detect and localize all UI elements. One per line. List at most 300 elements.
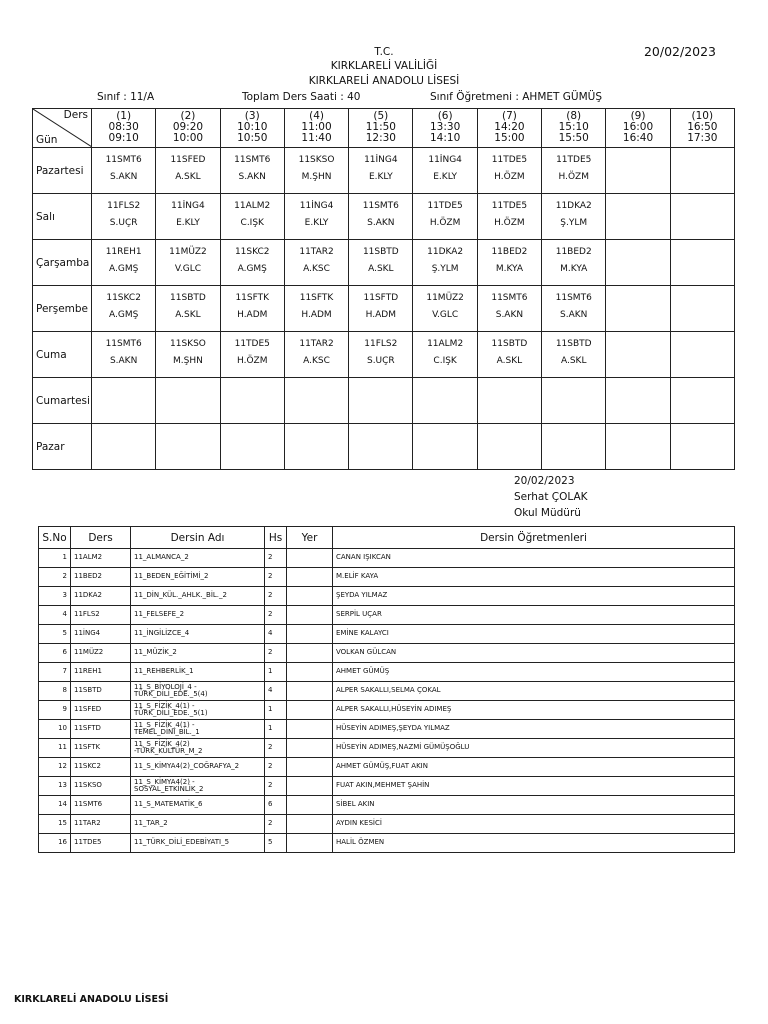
schedule-cell	[156, 148, 220, 194]
row-number: 3	[39, 587, 71, 606]
course-code: 11İNG4	[71, 625, 131, 644]
schedule-cell	[606, 240, 670, 286]
schedule-cell	[349, 332, 413, 378]
schedule-day-row	[33, 194, 735, 240]
schedule-corner-cell	[33, 109, 92, 148]
schedule-cell	[477, 194, 541, 240]
lesson-code: 11SKC2	[106, 293, 141, 303]
period-end: 14:10	[430, 132, 461, 144]
corner-gun-label: Gün	[36, 134, 58, 146]
course-code: 11SMT6	[71, 796, 131, 815]
location	[287, 720, 333, 739]
course-code: 11ALM2	[71, 549, 131, 568]
signature-title: Okul Müdürü	[514, 507, 581, 519]
class-teacher: Sınıf Öğretmeni : AHMET GÜMÜŞ	[430, 91, 603, 103]
schedule-cell	[220, 194, 284, 240]
hours: 2	[265, 606, 287, 625]
lesson-code: 11BED2	[555, 247, 592, 257]
schedule-cell	[92, 286, 156, 332]
schedule-cell	[606, 148, 670, 194]
period-num: (7)	[501, 110, 517, 122]
hours: 4	[265, 682, 287, 701]
lesson-code: 11ALM2	[427, 339, 464, 349]
hours: 1	[265, 720, 287, 739]
schedule-cell	[542, 286, 606, 332]
teacher-code: E.KLY	[304, 218, 329, 228]
schedule-cell	[349, 286, 413, 332]
teacher-code: M.KYA	[495, 264, 524, 274]
schedule-day-row	[33, 378, 735, 424]
hours: 2	[265, 587, 287, 606]
row-number: 10	[39, 720, 71, 739]
location	[287, 644, 333, 663]
schedule-cell	[349, 148, 413, 194]
schedule-cell	[92, 378, 156, 424]
period-header	[542, 109, 606, 148]
hours: 2	[265, 568, 287, 587]
schedule-cell	[220, 148, 284, 194]
teacher-code: E.KLY	[368, 172, 393, 182]
course-list-body	[39, 549, 735, 853]
teacher-code: A.KSC	[303, 356, 330, 366]
course-name: 11_TAR_2	[131, 815, 265, 834]
table-row	[39, 701, 735, 720]
table-row	[39, 663, 735, 682]
schedule-cell	[156, 332, 220, 378]
teacher-code: S.AKN	[238, 172, 266, 182]
course-list-header: Hs	[265, 527, 287, 549]
header-school: KIRKLARELİ ANADOLU LİSESİ	[308, 75, 460, 87]
lesson-code: 11DKA2	[427, 247, 464, 257]
schedule-cell	[477, 148, 541, 194]
course-name: 11_S_FİZİK_4(2) -TÜRK_KÜLTÜR_M_2	[131, 739, 265, 758]
schedule-header-row	[33, 109, 735, 148]
lesson-code: 11FLS2	[364, 339, 398, 349]
lesson-code: 11SKC2	[234, 247, 270, 257]
teacher-code: Ş.YLM	[560, 218, 588, 228]
schedule-cell	[92, 194, 156, 240]
schedule-cell	[413, 424, 477, 470]
teacher-code: H.ÖZM	[494, 218, 525, 228]
schedule-cell	[349, 424, 413, 470]
teacher-code: Ş.YLM	[431, 264, 459, 274]
teacher-code: S.AKN	[109, 172, 138, 182]
schedule-cell	[670, 378, 734, 424]
schedule-cell	[156, 378, 220, 424]
row-number: 14	[39, 796, 71, 815]
table-row	[39, 644, 735, 663]
day-name: Cumartesi	[33, 378, 92, 424]
row-number: 12	[39, 758, 71, 777]
location	[287, 834, 333, 853]
course-teachers: AHMET GÜMÜŞ,FUAT AKIN	[333, 758, 735, 777]
course-name: 11_S_FİZİK_4(1) - TEMEL_DİNİ_BİL._1	[131, 720, 265, 739]
course-code: 11SFED	[71, 701, 131, 720]
table-row	[39, 777, 735, 796]
period-num: (1)	[116, 110, 132, 122]
period-header	[156, 109, 220, 148]
total-hours: Toplam Ders Saati : 40	[242, 91, 361, 103]
lesson-code: 11SBTD	[362, 247, 399, 257]
period-start: 10:10	[237, 121, 268, 133]
period-start: 15:10	[558, 121, 589, 133]
teacher-code: A.GMŞ	[108, 310, 139, 320]
table-row	[39, 720, 735, 739]
teacher-code: V.GLC	[174, 264, 202, 274]
course-name: 11_ALMANCA_2	[131, 549, 265, 568]
schedule-cell	[284, 378, 348, 424]
course-teachers: AHMET GÜMÜŞ	[333, 663, 735, 682]
schedule-cell	[220, 240, 284, 286]
course-list-header: Dersin Öğretmenleri	[333, 527, 735, 549]
day-name: Cuma	[33, 332, 92, 378]
course-code: 11BED2	[71, 568, 131, 587]
location	[287, 606, 333, 625]
course-teachers: EMİNE KALAYCI	[333, 625, 735, 644]
lesson-code: 11İNG4	[299, 201, 334, 211]
teacher-code: A.SKL	[496, 356, 523, 366]
lesson-code: 11TDE5	[234, 339, 270, 349]
lesson-code: 11SMT6	[362, 201, 399, 211]
table-row	[39, 815, 735, 834]
course-code: 11SFTK	[71, 739, 131, 758]
lesson-code: 11SMT6	[555, 293, 592, 303]
schedule-day-row	[33, 240, 735, 286]
schedule-cell	[92, 332, 156, 378]
row-number: 11	[39, 739, 71, 758]
table-row	[39, 758, 735, 777]
course-code: 11SKSO	[71, 777, 131, 796]
schedule-day-row	[33, 286, 735, 332]
period-start: 16:00	[622, 121, 654, 133]
schedule-cell	[542, 194, 606, 240]
table-row	[39, 834, 735, 853]
schedule-cell	[92, 424, 156, 470]
teacher-code: E.KLY	[433, 172, 458, 182]
teacher-code: A.SKL	[560, 356, 587, 366]
row-number: 9	[39, 701, 71, 720]
lesson-code: 11SKSO	[298, 155, 335, 165]
schedule-cell	[606, 378, 670, 424]
teacher-code: V.GLC	[432, 310, 459, 320]
header-date: 20/02/2023	[643, 44, 716, 59]
course-code: 11DKA2	[71, 587, 131, 606]
period-header	[284, 109, 348, 148]
signature-date: 20/02/2023	[514, 475, 575, 487]
schedule-cell	[284, 240, 348, 286]
period-end: 16:40	[622, 132, 654, 144]
lesson-code: 11TDE5	[491, 155, 528, 165]
teacher-code: M.ŞHN	[301, 172, 332, 182]
course-list-header: S.No	[39, 527, 71, 549]
period-end: 10:50	[237, 132, 268, 144]
lesson-code: 11SMT6	[105, 339, 142, 349]
course-name: 11_MÜZİK_2	[131, 644, 265, 663]
course-name: 11_FELSEFE_2	[131, 606, 265, 625]
location	[287, 701, 333, 720]
period-header	[413, 109, 477, 148]
lesson-code: 11SFTD	[363, 293, 399, 303]
table-row	[39, 625, 735, 644]
schedule-cell	[542, 378, 606, 424]
corner-ders-label: Ders	[63, 109, 88, 121]
teacher-code: H.ÖZM	[236, 356, 268, 366]
schedule-cell	[606, 194, 670, 240]
teacher-code: A.GMŞ	[237, 264, 267, 274]
lesson-code: 11SMT6	[234, 155, 271, 165]
schedule-body	[33, 148, 735, 470]
schedule-cell	[670, 286, 734, 332]
period-end: 10:00	[172, 132, 204, 144]
teacher-code: S.AKN	[560, 310, 588, 320]
course-code: 11SBTD	[71, 682, 131, 701]
course-teachers: AYDIN KESİCİ	[333, 815, 735, 834]
period-header	[606, 109, 670, 148]
course-teachers: VOLKAN GÜLCAN	[333, 644, 735, 663]
course-name: 11_İNGİLİZCE_4	[131, 625, 265, 644]
schedule-cell	[156, 286, 220, 332]
schedule-cell	[542, 148, 606, 194]
location	[287, 549, 333, 568]
table-row	[39, 587, 735, 606]
lesson-code: 11DKA2	[555, 201, 592, 211]
course-name: 11_BEDEN_EĞİTİMİ_2	[131, 568, 265, 587]
schedule-cell	[670, 194, 734, 240]
schedule-cell	[477, 378, 541, 424]
schedule-cell	[220, 378, 284, 424]
period-num: (2)	[180, 110, 196, 122]
lesson-code: 11TDE5	[556, 155, 592, 165]
period-num: (8)	[566, 110, 582, 122]
lesson-code: 11MÜZ2	[169, 247, 207, 257]
schedule-cell	[606, 332, 670, 378]
schedule-cell	[92, 240, 156, 286]
teacher-code: H.ADM	[237, 310, 268, 320]
schedule-cell	[284, 286, 348, 332]
period-header	[92, 109, 156, 148]
period-start: 11:00	[301, 121, 332, 133]
lesson-code: 11FLS2	[107, 201, 141, 211]
lesson-code: 11SFTK	[299, 293, 334, 303]
hours: 2	[265, 644, 287, 663]
location	[287, 796, 333, 815]
teacher-code: A.SKL	[175, 310, 201, 320]
teacher-code: H.ADM	[301, 310, 332, 320]
lesson-code: 11SFED	[170, 155, 206, 165]
schedule-cell	[220, 424, 284, 470]
teacher-code: E.KLY	[176, 218, 200, 228]
header-tc: T.C.	[374, 46, 394, 58]
lesson-code: 11SMT6	[491, 293, 528, 303]
course-code: 11TAR2	[71, 815, 131, 834]
lesson-code: 11SBTD	[491, 339, 528, 349]
day-name: Perşembe	[33, 286, 92, 332]
teacher-code: A.GMŞ	[108, 264, 139, 274]
schedule-cell	[670, 240, 734, 286]
row-number: 1	[39, 549, 71, 568]
course-name: 11_S_BİYOLOJİ_4 - TÜRK_DİLİ_EDE._5(4)	[131, 682, 265, 701]
period-num: (4)	[309, 110, 324, 122]
period-end: 12:30	[365, 132, 396, 144]
course-name: 11_S_KİMYA4(2) - SOSYAL_ETKİNLİK_2	[131, 777, 265, 796]
course-name: 11_S_MATEMATİK_6	[131, 796, 265, 815]
schedule-day-row	[33, 424, 735, 470]
hours: 1	[265, 701, 287, 720]
period-num: (5)	[373, 110, 389, 122]
lesson-code: 11İNG4	[171, 201, 205, 211]
schedule-cell	[477, 240, 541, 286]
course-teachers: ŞEYDA YILMAZ	[333, 587, 735, 606]
schedule-cell	[413, 286, 477, 332]
schedule-cell	[220, 286, 284, 332]
course-code: 11REH1	[71, 663, 131, 682]
period-header	[477, 109, 541, 148]
class-info: Sınıf : 11/A	[97, 91, 155, 103]
lesson-code: 11SMT6	[105, 155, 142, 165]
period-num: (3)	[244, 110, 260, 122]
period-num: (6)	[437, 110, 453, 122]
course-teachers: SERPİL UÇAR	[333, 606, 735, 625]
day-name: Pazar	[33, 424, 92, 470]
teacher-code: H.ÖZM	[558, 172, 589, 182]
course-name: 11_S_KİMYA4(2)_COĞRAFYA_2	[131, 758, 265, 777]
schedule-cell	[156, 424, 220, 470]
course-teachers: HÜSEYİN ADIMEŞ,ŞEYDA YILMAZ	[333, 720, 735, 739]
schedule-cell	[670, 332, 734, 378]
period-num: (9)	[630, 110, 646, 122]
course-code: 11SFTD	[71, 720, 131, 739]
course-teachers: ALPER SAKALLI,HÜSEYİN ADIMEŞ	[333, 701, 735, 720]
lesson-code: 11TAR2	[299, 247, 334, 257]
period-header	[349, 109, 413, 148]
table-row	[39, 796, 735, 815]
row-number: 16	[39, 834, 71, 853]
schedule-cell	[542, 332, 606, 378]
lesson-code: 11ALM2	[234, 201, 271, 211]
lesson-code: 11SFTK	[235, 293, 270, 303]
schedule-cell	[670, 424, 734, 470]
schedule-cell	[284, 194, 348, 240]
schedule-cell	[349, 240, 413, 286]
schedule-cell	[349, 194, 413, 240]
lesson-code: 11SBTD	[170, 293, 206, 303]
schedule-day-row	[33, 332, 735, 378]
schedule-cell	[284, 332, 348, 378]
course-name: 11_REHBERLİK_1	[131, 663, 265, 682]
location	[287, 663, 333, 682]
course-code: 11MÜZ2	[71, 644, 131, 663]
row-number: 2	[39, 568, 71, 587]
location	[287, 777, 333, 796]
course-teachers: M.ELİF KAYA	[333, 568, 735, 587]
day-name: Salı	[33, 194, 92, 240]
course-list-header: Ders	[71, 527, 131, 549]
course-teachers: HÜSEYİN ADIMEŞ,NAZMİ GÜMÜŞOĞLU	[333, 739, 735, 758]
schedule-cell	[284, 148, 348, 194]
hours: 6	[265, 796, 287, 815]
period-header	[220, 109, 284, 148]
lesson-code: 11TDE5	[427, 201, 463, 211]
schedule-cell	[477, 332, 541, 378]
teacher-code: S.AKN	[367, 218, 395, 228]
period-start: 14:20	[494, 121, 525, 133]
lesson-code: 11MÜZ2	[426, 293, 464, 303]
period-start: 09:20	[172, 121, 204, 133]
schedule-cell	[606, 286, 670, 332]
schedule-cell	[92, 148, 156, 194]
row-number: 6	[39, 644, 71, 663]
location	[287, 758, 333, 777]
schedule-cell	[542, 240, 606, 286]
lesson-code: 11İNG4	[364, 155, 398, 165]
table-row	[39, 549, 735, 568]
location	[287, 682, 333, 701]
course-teachers: FUAT AKIN,MEHMET ŞAHİN	[333, 777, 735, 796]
teacher-code: H.ÖZM	[494, 172, 525, 182]
course-teachers: ALPER SAKALLI,SELMA ÇOKAL	[333, 682, 735, 701]
row-number: 5	[39, 625, 71, 644]
course-teachers: HALİL ÖZMEN	[333, 834, 735, 853]
hours: 5	[265, 834, 287, 853]
location	[287, 568, 333, 587]
teacher-code: S.AKN	[495, 310, 524, 320]
course-name: 11_TÜRK_DİLİ_EDEBİYATI_5	[131, 834, 265, 853]
lesson-code: 11BED2	[491, 247, 528, 257]
teacher-code: M.KYA	[560, 264, 588, 274]
course-list-table	[38, 526, 735, 853]
teacher-code: C.IŞK	[240, 218, 264, 228]
hours: 4	[265, 625, 287, 644]
schedule-cell	[156, 240, 220, 286]
period-header	[670, 109, 734, 148]
table-row	[39, 739, 735, 758]
period-end: 17:30	[687, 132, 718, 144]
schedule-cell	[670, 148, 734, 194]
teacher-code: S.AKN	[109, 356, 138, 366]
lesson-code: 11İNG4	[428, 155, 462, 165]
hours: 2	[265, 815, 287, 834]
row-number: 13	[39, 777, 71, 796]
schedule-cell	[477, 286, 541, 332]
schedule-day-row	[33, 148, 735, 194]
footer-school-name: KIRKLARELİ ANADOLU LİSESİ	[14, 994, 169, 1005]
schedule-cell	[542, 424, 606, 470]
row-number: 7	[39, 663, 71, 682]
lesson-code: 11TAR2	[299, 339, 334, 349]
course-code: 11FLS2	[71, 606, 131, 625]
schedule-cell	[284, 424, 348, 470]
period-end: 15:00	[494, 132, 525, 144]
course-list-header: Dersin Adı	[131, 527, 265, 549]
period-end: 11:40	[301, 132, 332, 144]
teacher-code: C.IŞK	[433, 356, 457, 366]
lesson-code: 11SBTD	[555, 339, 592, 349]
teacher-code: A.KSC	[303, 264, 330, 274]
schedule-cell	[606, 424, 670, 470]
location	[287, 739, 333, 758]
signature-name: Serhat ÇOLAK	[514, 491, 588, 503]
course-list-header: Yer	[287, 527, 333, 549]
course-list-header-row	[39, 527, 735, 549]
schedule-cell	[349, 378, 413, 424]
schedule-cell	[413, 194, 477, 240]
lesson-code: 11TDE5	[491, 201, 528, 211]
period-end: 09:10	[108, 132, 139, 144]
lesson-code: 11REH1	[105, 247, 142, 257]
teacher-code: H.ÖZM	[429, 218, 461, 228]
hours: 1	[265, 663, 287, 682]
period-start: 08:30	[108, 121, 139, 133]
